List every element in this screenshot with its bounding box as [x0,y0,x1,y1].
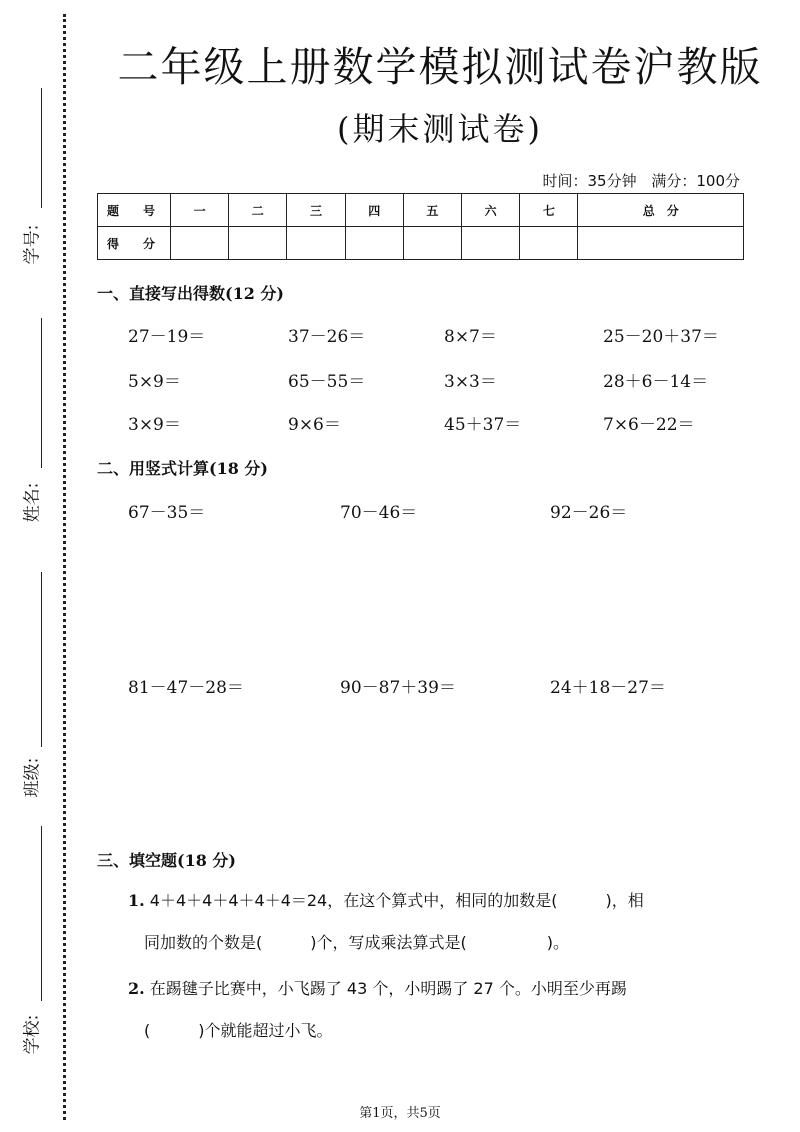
mental-math-item: 65－55＝ [288,372,366,392]
section-1-heading [97,281,284,304]
mental-math-item: 28＋6－14＝ [603,372,709,392]
score-table-cell[interactable] [578,227,744,260]
score-table-cell[interactable] [345,227,403,260]
question-1-text-1: 4＋4＋4＋4＋4＋4＝24，在这个算式中，相同的加数是( )，相 [149,891,644,910]
section-1-title: 一、直接写出得数 [97,284,226,303]
question-2-line-1 [128,968,748,1010]
section-1-points: (12 分) [225,284,284,303]
class-line [41,572,42,747]
mental-math-item: 5×9＝ [128,372,181,392]
exam-meta [542,170,740,191]
section-3-heading [97,848,236,871]
section-3-points: (18 分) [177,851,236,870]
question-1-line-1 [128,880,748,922]
score-table-cell: 六 [462,194,520,227]
section-2-title: 二、用竖式计算 [97,459,210,478]
section-2-points: (18 分) [209,459,268,478]
mental-math-item: 8×7＝ [444,327,497,347]
section-3-title: 三、填空题 [97,851,178,870]
class-label: 班级: [22,757,43,798]
score-table-cell: 一 [171,194,229,227]
score-table-cell: 题 号 [98,194,171,227]
mental-math-item: 25－20＋37＝ [603,327,719,347]
score-table-cell[interactable] [229,227,287,260]
vertical-calc-item: 81－47－28＝ [128,678,244,698]
mental-math-item: 45＋37＝ [444,415,522,435]
question-1-number: 1. [128,891,145,910]
question-2-text-1: 在踢毽子比赛中，小飞踢了 43 个，小明踢了 27 个。小明至少再踢 [149,979,627,998]
mental-math-item: 27－19＝ [128,327,206,347]
question-2-number: 2. [128,979,145,998]
score-table [97,193,744,260]
score-table-cell[interactable] [462,227,520,260]
vertical-calc-item: 92－26＝ [550,503,628,523]
score-table-cell[interactable] [403,227,461,260]
school-line [41,826,42,1001]
vertical-calc-item: 90－87＋39＝ [340,678,456,698]
score-table-cell[interactable] [520,227,578,260]
score-table-score-row [98,227,744,260]
score-table-cell[interactable] [171,227,229,260]
score-table-cell: 四 [345,194,403,227]
vertical-calc-item: 67－35＝ [128,503,206,523]
name-line [41,318,42,468]
score-table-header-row [98,194,744,227]
section-2-heading [97,456,268,479]
vertical-calc-item: 24＋18－27＝ [550,678,666,698]
question-1-text-2: 同加数的个数是( )个，写成乘法算式是( )。 [144,933,569,952]
school-label: 学校: [22,1014,43,1055]
binding-dashed-line [63,14,66,1120]
exam-full-score: 满分：100分 [651,172,740,190]
mental-math-item: 9×6＝ [288,415,341,435]
student-id-label: 学号: [22,224,43,265]
fill-question-2 [128,968,748,1052]
mental-math-item: 37－26＝ [288,327,366,347]
score-table-cell[interactable] [287,227,345,260]
student-id-line [41,88,42,208]
score-table-cell: 总 分 [578,194,744,227]
mental-math-item: 7×6－22＝ [603,415,695,435]
mental-math-item: 3×9＝ [128,415,181,435]
name-label: 姓名: [22,482,43,523]
score-table-cell: 二 [229,194,287,227]
fill-question-1 [128,880,748,964]
page-title: 二年级上册数学模拟测试卷沪教版 [117,43,763,91]
question-2-text-2: ( )个就能超过小飞。 [144,1021,333,1040]
score-table-cell: 五 [403,194,461,227]
page-footer: 第1页，共5页 [359,1106,441,1121]
score-table-cell: 七 [520,194,578,227]
page-subtitle: (期末测试卷) [337,110,543,148]
score-table-cell: 得 分 [98,227,171,260]
vertical-calc-item: 70－46＝ [340,503,418,523]
mental-math-item: 3×3＝ [444,372,497,392]
exam-time: 时间：35分钟 [542,172,637,190]
score-table-cell: 三 [287,194,345,227]
